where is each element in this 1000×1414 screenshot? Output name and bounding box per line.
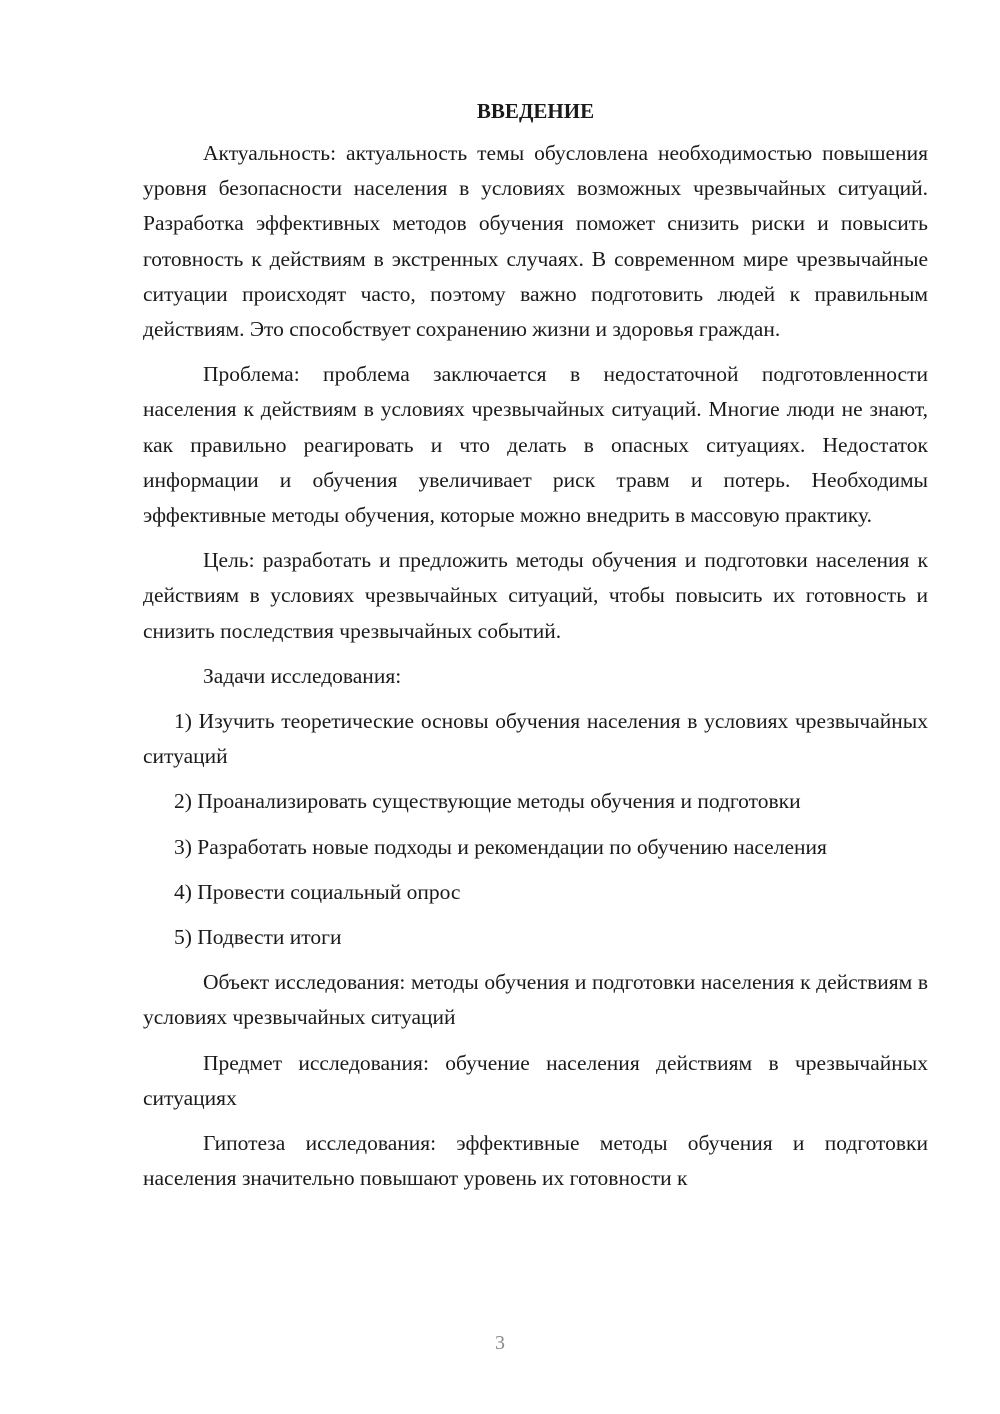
task-item: 2) Проанализировать существующие методы обучения и подготовки xyxy=(174,789,801,814)
task-item: 3) Разработать новые подходы и рекомендации по обучению населения xyxy=(174,834,827,859)
subject-paragraph: Предмет исследования: обучение населения действиям в чрезвычайных ситуациях xyxy=(143,1050,928,1110)
relevance-paragraph: Актуальность: актуальность темы обусловлена необходимостью повышения уровня безопасности населения в условиях возможных чрезвычайных ситуаций. Разработка эффективных методов обучения поможет снизить риски и повысить готовность к действиям в экстренных случаях. В современном мире чрезвычайные ситуации происходят часто, поэтому важно подготовить людей к правильным действиям. Это способствует сохранению жизни и здоровья граждан. xyxy=(143,141,928,342)
section-title: ВВЕДЕНИЕ xyxy=(476,99,595,123)
tasks-heading: Задачи исследования: xyxy=(203,663,402,688)
document-page xyxy=(143,94,928,1196)
problem-paragraph: Проблема: проблема заключается в недостаточной подготовленности населения к действиям в условиях чрезвычайных ситуаций. Многие люди не знают, как правильно реагировать и что делать в опасных ситуациях. Недостаток информации и обучения увеличивает риск травм и потерь. Необходимы эффективные методы обучения, которые можно внедрить в массовую практику. xyxy=(143,362,928,528)
task-item: 1) Изучить теоретические основы обучения населения в условиях чрезвычайных ситуаций xyxy=(143,709,928,769)
hypothesis-paragraph: Гипотеза исследования: эффективные методы обучения и подготовки населения значительно повышают уровень их готовности к xyxy=(143,1131,928,1191)
task-item: 4) Провести социальный опрос xyxy=(174,879,461,904)
goal-paragraph: Цель: разработать и предложить методы обучения и подготовки населения к действиям в условиях чрезвычайных ситуаций, чтобы повысить их готовность и снизить последствия чрезвычайных событий. xyxy=(143,548,928,643)
task-item: 5) Подвести итоги xyxy=(174,925,342,950)
object-paragraph: Объект исследования: методы обучения и подготовки населения к действиям в условиях чрезвычайных ситуаций xyxy=(143,970,928,1030)
page-number: 3 xyxy=(495,1332,505,1354)
